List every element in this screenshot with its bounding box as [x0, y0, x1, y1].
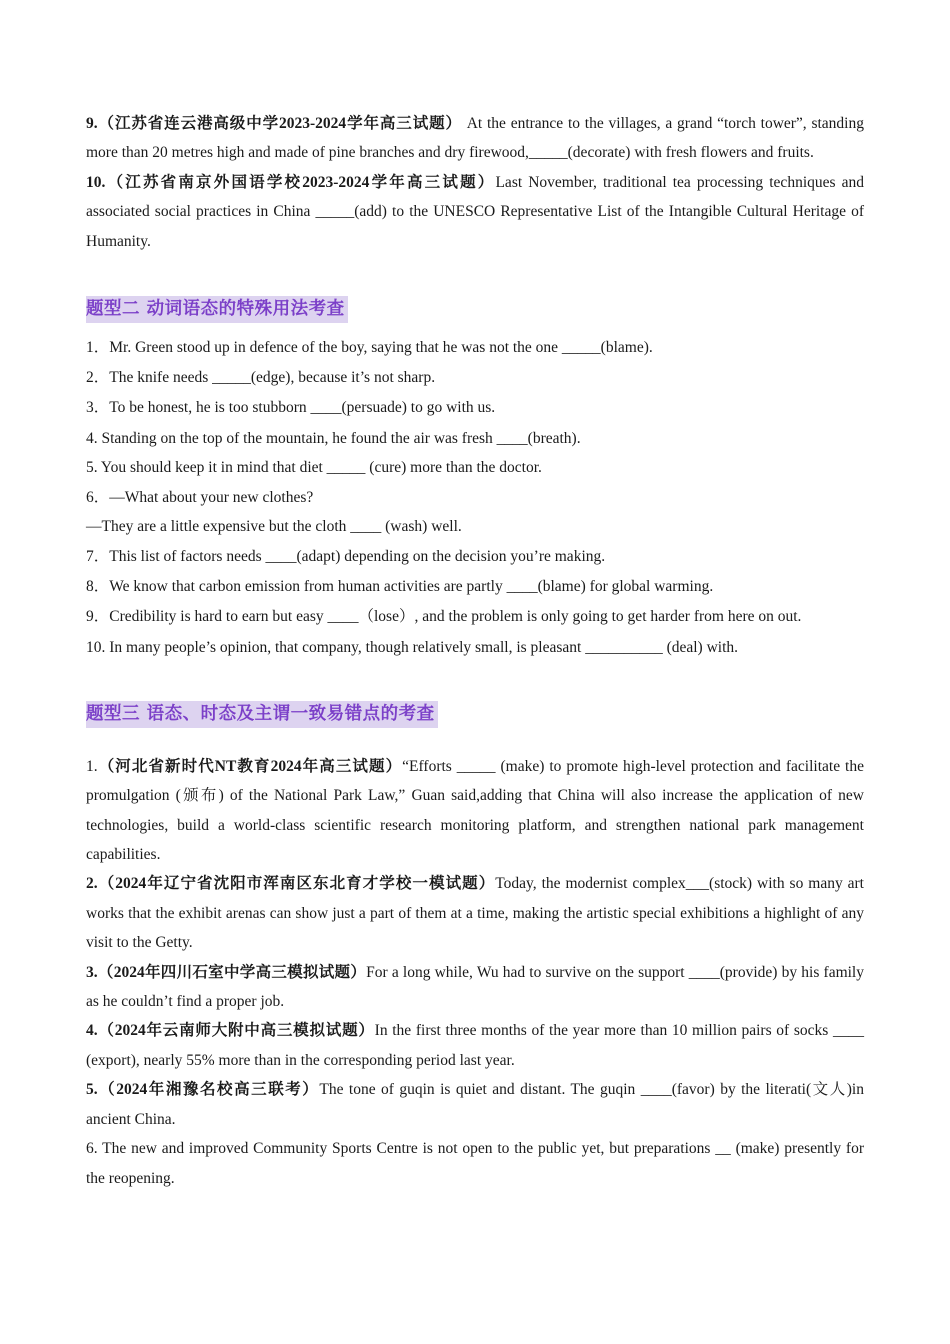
question-text: Today, the modernist complex___(stock) with so many art works that the exhibit arenas can show just a part of them at a time, making the artistic special exhibitions a highlight of any visit to the Getty. [86, 875, 864, 952]
question-2 [86, 869, 864, 957]
question-1 [86, 752, 864, 870]
list-item: 6．—What about your new clothes? [86, 488, 314, 506]
question-source: （江苏省南京外国语学校2023-2024学年高三试题） [105, 173, 496, 191]
question-number: 10. [86, 173, 106, 191]
question-5 [86, 1075, 864, 1134]
question-number: 6. [86, 1140, 98, 1158]
section-3-questions [86, 752, 864, 1193]
question-number: 4. [86, 1022, 98, 1040]
question-source: （2024年四川石室中学高三模拟试题） [97, 963, 367, 981]
question-source: （河北省新时代NT教育2024年高三试题） [97, 757, 403, 775]
list-item: 3．To be honest, he is too stubborn ____(persuade) to go with us. [86, 399, 496, 417]
list-item: 2．The knife needs _____(edge), because it’s not sharp. [86, 369, 436, 387]
question-text: At the entrance to the villages, a grand “torch tower”, standing more than 20 metres high and made of pine branches and dry firewood,_____(decorate) with fresh flowers and fruits. [86, 115, 864, 162]
question-source: （江苏省连云港高级中学2023-2024学年高三试题） [97, 115, 462, 132]
list-item: 5. You should keep it in mind that diet _____ (cure) more than the doctor. [86, 459, 542, 477]
section-heading: 题型三 语态、时态及主谓一致易错点的考查 [86, 701, 438, 728]
question-3 [86, 958, 864, 1017]
question-9 [86, 109, 864, 168]
section-2-heading-row [86, 296, 864, 323]
list-item: 7．This list of factors needs ____(adapt) depending on the decision you’re making. [86, 548, 606, 566]
document-page [86, 109, 864, 1193]
question-source: （2024年湘豫名校高三联考） [97, 1081, 320, 1099]
question-text: “Efforts _____ (make) to promote high-level protection and facilitate the promulgation (颁布) of the National Park Law,” Guan said,adding that China will also increase the application of new technologies, build a world-class scientific research monitoring platform, and strengthen national park management capabilities. [86, 757, 864, 864]
section-2-questions [86, 333, 864, 663]
question-number: 1. [86, 757, 98, 775]
question-text: In the first three months of the year more than 10 million pairs of socks ____ (export), nearly 55% more than in the corresponding period last year. [86, 1022, 864, 1069]
list-item: —They are a little expensive but the cloth ____ (wash) well. [86, 518, 462, 536]
question-text: For a long while, Wu had to survive on the support ____(provide) by his family as he couldn’t find a proper job. [86, 963, 864, 1011]
list-item: 10. In many people’s opinion, that company, though relatively small, is pleasant __________ (deal) with. [86, 638, 739, 656]
section-3-heading-row [86, 701, 864, 728]
question-4 [86, 1016, 864, 1075]
list-item: 8．We know that carbon emission from human activities are partly ____(blame) for global warming. [86, 578, 714, 596]
list-item: 4. Standing on the top of the mountain, he found the air was fresh ____(breath). [86, 429, 581, 447]
list-item: 1．Mr. Green stood up in defence of the boy, saying that he was not the one _____(blame). [86, 339, 653, 357]
question-6 [86, 1134, 864, 1193]
question-number: 9. [86, 115, 98, 132]
question-text: The new and improved Community Sports Centre is not open to the public yet, but preparations __ (make) presently for the reopening. [86, 1140, 864, 1187]
question-number: 2. [86, 875, 98, 893]
section-1-questions [86, 109, 864, 256]
question-text: Last November, traditional tea processing techniques and associated social practices in China _____(add) to the UNESCO Representative List of the Intangible Cultural Heritage of Humanity. [86, 173, 864, 250]
question-number: 3. [86, 963, 98, 981]
question-text: The tone of guqin is quiet and distant. The guqin ____(favor) by the literati(文人)in ancient China. [86, 1081, 864, 1128]
question-source: （2024年辽宁省沈阳市浑南区东北育才学校一模试题） [97, 875, 496, 893]
question-10 [86, 168, 864, 256]
list-item: 9．Credibility is hard to earn but easy ____（lose）, and the problem is only going to get harder from here on out. [86, 608, 802, 626]
section-heading: 题型二 动词语态的特殊用法考查 [86, 296, 348, 323]
question-number: 5. [86, 1081, 98, 1099]
question-source: （2024年云南师大附中高三模拟试题） [97, 1022, 375, 1040]
